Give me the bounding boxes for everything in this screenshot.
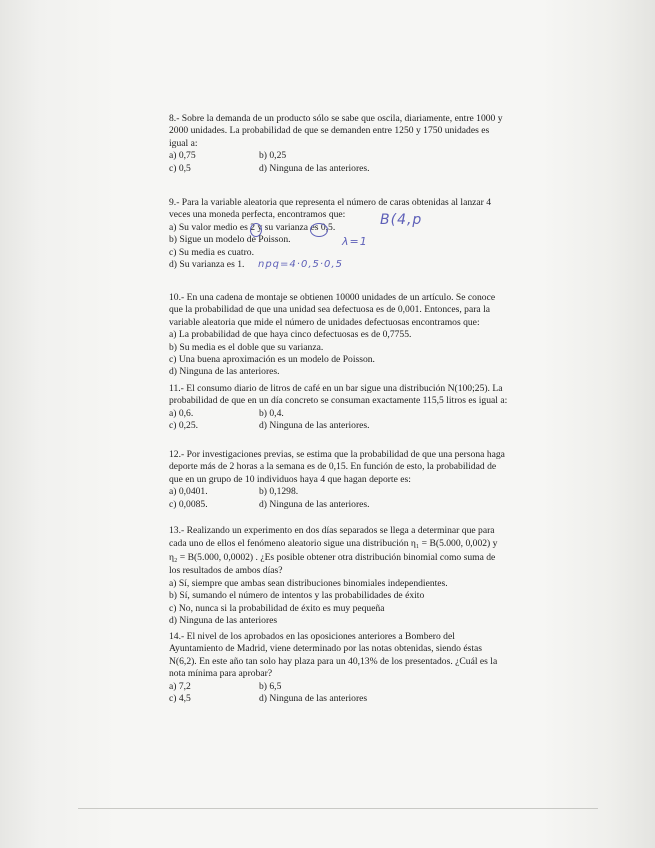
q11-line-2: probabilidad de que en un día concreto se consuman exactamente 115,5 litros es igual a: — [169, 395, 508, 407]
question-14 — [169, 631, 549, 705]
handwritten-note-binomial: B(4,p — [380, 212, 423, 228]
q12-option-d: d) Ninguna de las anteriores. — [259, 498, 370, 510]
q11-option-a: a) 0,6. — [169, 407, 194, 419]
q13-option-a: a) Sí, siempre que ambas sean distribuciones binomiales independientes. — [169, 577, 448, 589]
q14-line-4: nota mínima para aprobar? — [169, 668, 273, 680]
q13-option-b: b) Sí, sumando el número de intentos y las probabilidades de éxito — [169, 590, 425, 602]
page-edge-divider — [78, 808, 598, 809]
q14-line-3: N(6,2). En este año tan solo hay plaza para un 40,13% de los presentados. ¿Cuál es la — [169, 655, 498, 667]
q12-line-2: deporte más de 2 horas a la semana es de 0,15. En función de esto, la probabilidad de — [169, 461, 497, 473]
q8-line-3: igual a: — [169, 137, 198, 149]
q10-option-d: d) Ninguna de las anteriores. — [169, 366, 280, 378]
q13-option-d: d) Ninguna de las anteriores — [169, 615, 278, 627]
q12-option-c: c) 0,0085. — [169, 498, 208, 510]
q10-option-b: b) Su media es el doble que su varianza. — [169, 341, 324, 353]
q10-line-1: 10.- En una cadena de montaje se obtienen 10000 unidades de un artículo. Se conoce — [169, 292, 496, 303]
q9-option-c: c) Su media es cuatro. — [169, 246, 254, 258]
q11-line-1: 11.- El consumo diario de litros de café en un bar sigue una distribución N(100;25). La — [169, 383, 503, 394]
question-10 — [169, 292, 549, 379]
q9-line-2: veces una moneda perfecta, encontramos que: — [169, 209, 346, 221]
q14-option-a: a) 7,2 — [169, 680, 191, 692]
q8-line-2: 2000 unidades. La probabilidad de que se demanden entre 1250 y 1750 unidades es — [169, 125, 490, 137]
q14-line-2: Ayuntamiento de Madrid, viene determinado por las notas obtenidas, siendo éstas — [169, 643, 482, 655]
q10-line-3: variable aleatoria que mide el número de unidades defectuosas encontramos que: — [169, 316, 480, 328]
handwritten-note-variance: npq=4·0,5·0,5 — [258, 259, 343, 270]
q9-line-1: 9.- Para la variable aleatoria que representa el número de caras obtenidas al lanzar 4 — [169, 197, 492, 208]
q8-option-c: c) 0,5 — [169, 162, 191, 174]
question-12 — [169, 449, 549, 511]
q13-line-4: los resultados de ambos días? — [169, 565, 283, 577]
question-11 — [169, 383, 549, 433]
q8-option-d: d) Ninguna de las anteriores. — [259, 162, 370, 174]
q9-option-a: a) Su valor medio es 2 y su varianza es 0,5. — [169, 221, 336, 233]
q10-option-c: c) Una buena aproximación es un modelo de Poisson. — [169, 354, 375, 366]
q10-line-2: que la probabilidad de que una unidad sea defectuosa es de 0,001. Entonces, para la — [169, 304, 491, 316]
q13-option-c: c) No, nunca si la probabilidad de éxito es muy pequeña — [169, 602, 385, 614]
q11-option-b: b) 0,4. — [259, 407, 284, 419]
q14-option-b: b) 6,5 — [259, 680, 282, 692]
q14-line-1: 14.- El nivel de los aprobados en las oposiciones anteriores a Bombero del — [169, 631, 455, 642]
q12-line-1: 12.- Por investigaciones previas, se estima que la probabilidad de que una persona haga — [169, 449, 505, 460]
q12-line-3: que en un grupo de 10 individuos haya 4 que hagan deporte es: — [169, 473, 411, 485]
q13-line-3: η₂ = B(5.000, 0,0002) . ¿Es posible obtener otra distribución binomial como suma de — [169, 552, 496, 564]
handwritten-note-lambda: λ=1 — [342, 235, 368, 248]
q8-line-1: 8.- Sobre la demanda de un producto sólo se sabe que oscila, diariamente, entre 1000 y — [169, 113, 503, 124]
q13-line-2: cada uno de ellos el fenómeno aleatorio sigue una distribución η₁ = B(5.000, 0,002) y — [169, 538, 498, 550]
q12-option-a: a) 0,0401. — [169, 486, 208, 498]
q13-line-1: 13.- Realizando un experimento en dos días separados se llega a determinar que para — [169, 525, 495, 536]
q8-option-a: a) 0,75 — [169, 150, 196, 162]
q12-option-b: b) 0,1298. — [259, 486, 299, 498]
handwritten-circle-variance — [310, 223, 328, 237]
q10-option-a: a) La probabilidad de que haya cinco defectuosas es de 0,7755. — [169, 329, 412, 341]
question-8 — [169, 113, 549, 175]
q11-option-d: d) Ninguna de las anteriores. — [259, 420, 370, 432]
q8-option-b: b) 0,25 — [259, 150, 287, 162]
q14-option-c: c) 4,5 — [169, 693, 191, 705]
q9-option-d: d) Su varianza es 1. — [169, 259, 245, 271]
q9-option-b: b) Sigue un modelo de Poisson. — [169, 234, 291, 246]
q11-option-c: c) 0,25. — [169, 420, 199, 432]
handwritten-circle-mean — [250, 223, 262, 237]
q14-option-d: d) Ninguna de las anteriores — [259, 693, 368, 705]
question-13 — [169, 525, 549, 627]
